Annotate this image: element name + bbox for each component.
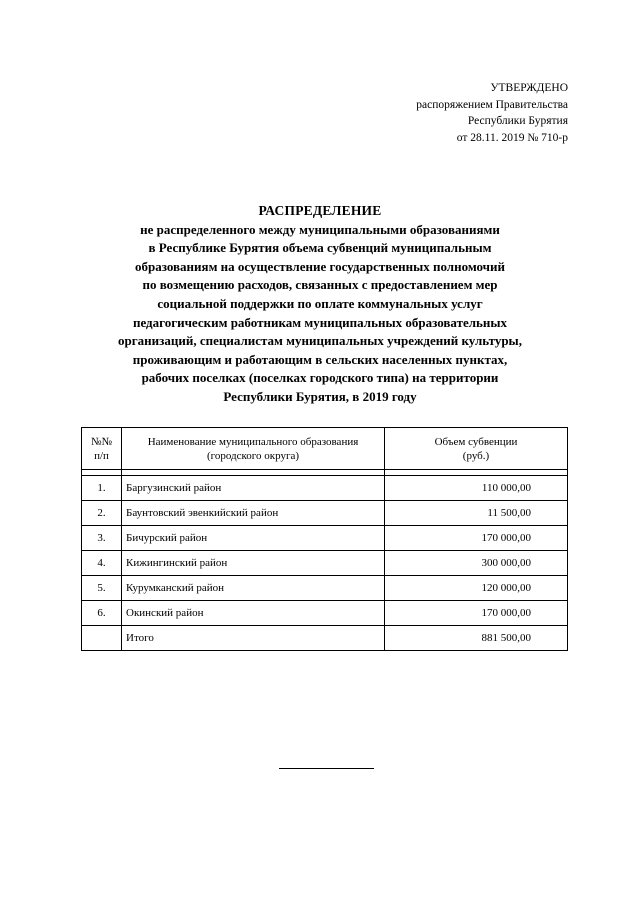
header-amount (385, 428, 568, 470)
row-amount: 110 000,00 (385, 476, 568, 501)
table-total-row (82, 626, 568, 651)
row-municipality: Кижингинский район (122, 551, 385, 576)
subtitle-line: рабочих поселках (поселках городского типа) на территории (141, 370, 499, 386)
row-municipality: Бичурский район (122, 526, 385, 551)
header-municipality-line1: Наименование муниципального образования (147, 435, 359, 448)
subtitle-line: не распределенного между муниципальными образованиями (140, 221, 500, 237)
total-label: Итого (122, 626, 385, 651)
subtitle-line: образованиям на осуществление государственных полномочий (134, 258, 505, 274)
header-amount-line2: (руб.) (462, 449, 490, 462)
row-municipality: Курумканский район (122, 576, 385, 601)
approval-authority: распоряжением Правительства (416, 98, 568, 111)
header-municipality (122, 428, 385, 470)
total-number (82, 626, 122, 651)
distribution-table (81, 427, 568, 651)
row-municipality: Баргузинский район (122, 476, 385, 501)
subtitle-line: социальной поддержки по оплате коммунальных услуг (157, 295, 483, 311)
approval-label: УТВЕРЖДЕНО (490, 82, 568, 94)
row-number: 5. (82, 576, 122, 601)
table-row (82, 501, 568, 526)
table-row (82, 476, 568, 501)
approval-republic: Республики Бурятия (467, 115, 568, 127)
table-row (82, 551, 568, 576)
subtitle-line: Республики Бурятия, в 2019 году (223, 388, 417, 404)
header-amount-line1: Объем субвенции (434, 435, 518, 448)
row-amount: 170 000,00 (385, 526, 568, 551)
table-row (82, 601, 568, 626)
header-number-line2: п/п (94, 449, 109, 462)
row-number: 3. (82, 526, 122, 551)
header-municipality-line2: (городского округа) (206, 449, 300, 462)
row-amount: 11 500,00 (385, 501, 568, 526)
document-title: РАСПРЕДЕЛЕНИЕ (258, 203, 382, 218)
total-amount: 881 500,00 (385, 626, 568, 651)
row-number: 6. (82, 601, 122, 626)
row-amount: 300 000,00 (385, 551, 568, 576)
table-row (82, 526, 568, 551)
approval-block (416, 80, 568, 146)
subtitle-line: организаций, специалистам муниципальных учреждений культуры, (118, 333, 522, 349)
document-heading (60, 202, 580, 407)
subtitle-line: по возмещению расходов, связанных с предоставлением мер (142, 277, 498, 293)
header-number-line1: №№ (91, 435, 112, 448)
subtitle-line: педагогическим работникам муниципальных образовательных (132, 314, 508, 330)
row-municipality: Окинский район (122, 601, 385, 626)
header-number (82, 428, 122, 470)
row-amount: 170 000,00 (385, 601, 568, 626)
closing-separator-line (279, 768, 374, 769)
approval-date-number: от 28.11. 2019 № 710-р (456, 131, 568, 144)
row-amount: 120 000,00 (385, 576, 568, 601)
table-row (82, 576, 568, 601)
row-number: 2. (82, 501, 122, 526)
row-number: 1. (82, 476, 122, 501)
subtitle-line: проживающим и работающим в сельских населенных пунктах, (132, 351, 508, 367)
row-number: 4. (82, 551, 122, 576)
table-header-row (82, 428, 568, 470)
subtitle-line: в Республике Бурятия объема субвенций муниципальным (148, 240, 492, 256)
row-municipality: Баунтовский эвенкийский район (122, 501, 385, 526)
